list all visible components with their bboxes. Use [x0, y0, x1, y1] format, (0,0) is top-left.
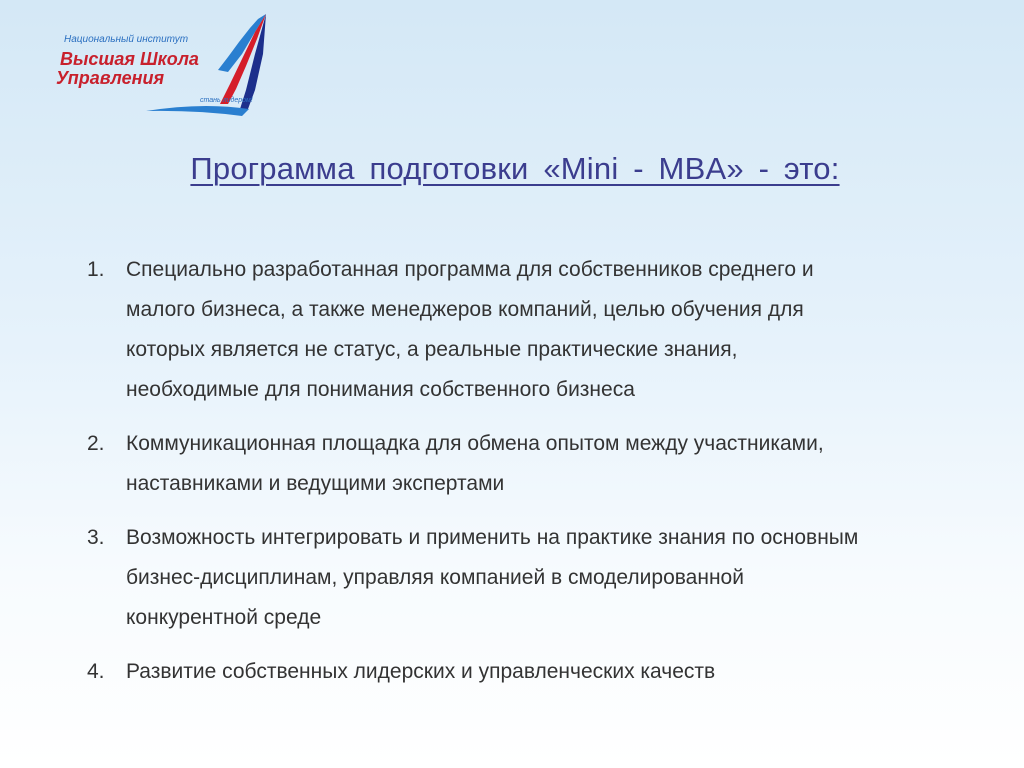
- item-text: [126, 250, 947, 410]
- list-item: [87, 250, 947, 410]
- item-number: 4.: [87, 660, 105, 683]
- list-item: [87, 652, 947, 692]
- item-line: которых является не статус, а реальные практические знания,: [126, 338, 738, 361]
- item-number: 3.: [87, 526, 105, 549]
- item-line: наставниками и ведущими экспертами: [126, 472, 505, 495]
- item-line: Развитие собственных лидерских и управленческих качеств: [126, 660, 716, 683]
- logo: [52, 14, 272, 122]
- points-list: [87, 250, 947, 706]
- logo-line-2: Высшая Школа: [60, 49, 199, 69]
- slide-title-text: Программа подготовки «Mini - MBA» - это:: [190, 151, 840, 186]
- item-number: 2.: [87, 432, 105, 455]
- slide-title: [0, 150, 1024, 187]
- logo-tagline: стань лидером!: [200, 97, 253, 104]
- item-line: Коммуникационная площадка для обмена опытом между участниками,: [126, 432, 824, 455]
- sail-logo-icon: [52, 14, 272, 122]
- logo-line-3: Управления: [56, 68, 165, 88]
- list-item: [87, 424, 947, 504]
- item-text: [126, 518, 947, 638]
- item-line: конкурентной среде: [126, 606, 322, 629]
- logo-line-1: Национальный институт: [64, 34, 189, 45]
- item-line: малого бизнеса, а также менеджеров компаний, целью обучения для: [126, 298, 804, 321]
- item-line: бизнес-дисциплинам, управляя компанией в смоделированной: [126, 566, 744, 589]
- sail-swoosh-shape: [146, 106, 249, 116]
- item-text: [126, 652, 947, 692]
- item-number: 1.: [87, 258, 105, 281]
- item-text: [126, 424, 947, 504]
- item-line: необходимые для понимания собственного бизнеса: [126, 378, 635, 401]
- item-line: Возможность интегрировать и применить на практике знания по основным: [126, 526, 859, 549]
- item-line: Специально разработанная программа для собственников среднего и: [126, 258, 814, 281]
- list-item: [87, 518, 947, 638]
